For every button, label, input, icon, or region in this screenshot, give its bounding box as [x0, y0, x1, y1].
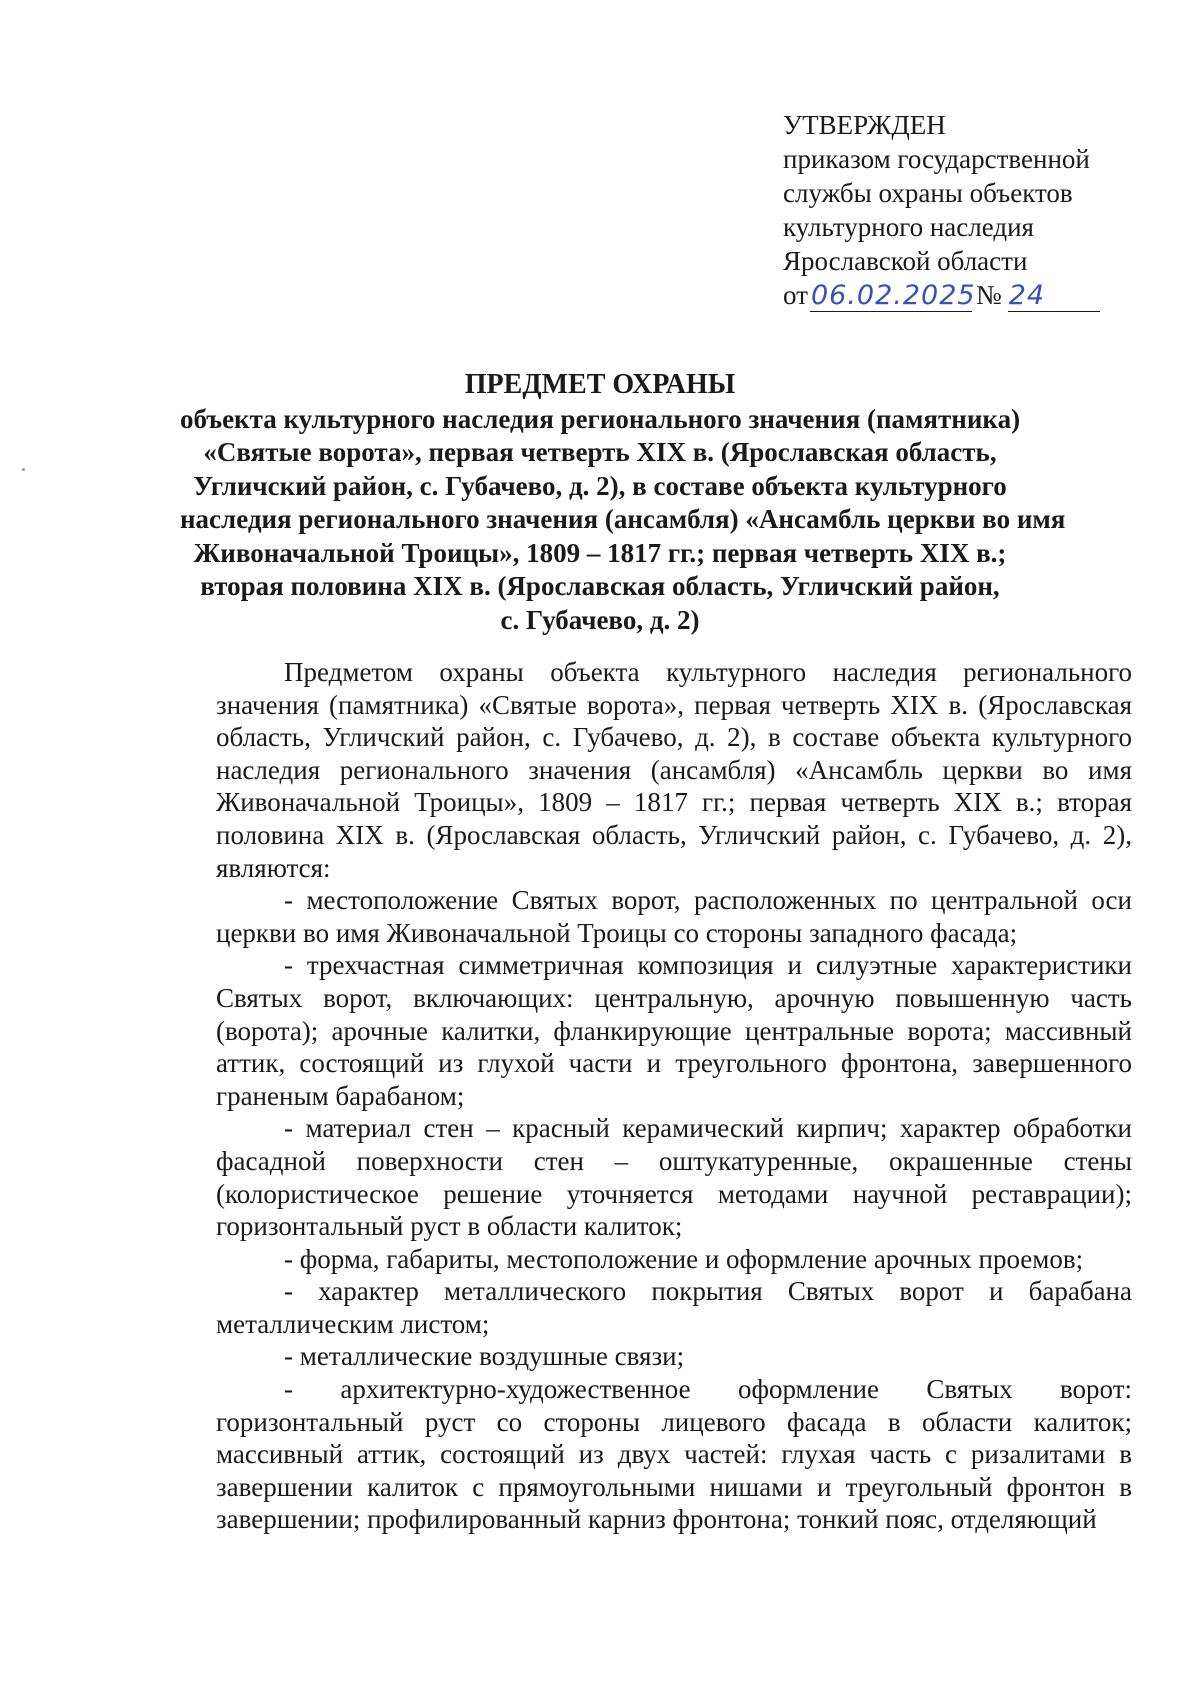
document-title	[180, 368, 1066, 637]
list-item: - материал стен – красный керамический кирпич; характер обработки фасадной поверхности стен – оштукатуренные, окрашенные стены (колористическое решение уточняется методами научной реставрации); горизонтальный руст в области калиток;	[216, 1113, 1132, 1242]
list-item: - трехчастная симметричная композиция и силуэтные характеристики Святых ворот, включающих: центральную, арочную повышенную часть (ворота); арочные калитки, фланкирующие центральные ворота; массивный аттик, состоящий из глухой части и треугольного фронтона, завершенного граненым барабаном;	[216, 950, 1132, 1111]
handwritten-date: 06.02.2025	[810, 280, 976, 311]
list-item: - характер металлического покрытия Святых ворот и барабана металлическим листом;	[216, 1276, 1132, 1339]
title-subline: «Святые ворота», первая четверть XIX в. (Ярославская область,	[203, 437, 997, 467]
document-body	[216, 656, 1132, 1536]
approval-line: службы охраны объектов	[783, 178, 1073, 208]
list-item: - местоположение Святых ворот, расположенных по центральной оси церкви во имя Живоначальной Троицы со стороны западного фасада;	[216, 885, 1132, 948]
approval-heading: УТВЕРЖДЕН	[783, 110, 946, 140]
list-item: - металлические воздушные связи;	[284, 1341, 685, 1372]
title-subline: Угличский район, с. Губачево, д. 2), в составе объекта культурного	[193, 470, 1007, 501]
approval-line: культурного наследия	[783, 212, 1034, 242]
handwritten-order-number: 24	[1008, 281, 1100, 312]
title-subline: с. Губачево, д. 2)	[500, 604, 700, 635]
approval-stamp-block	[783, 108, 1123, 312]
title-subline: наследия регионального значения (ансамбля) «Ансамбль церкви во имя	[180, 504, 1066, 534]
date-prefix: от	[783, 280, 808, 310]
title-subline: вторая половина XIX в. (Ярославская область, Угличский район,	[200, 571, 1000, 601]
scan-speck	[22, 468, 25, 471]
approval-date-line	[783, 278, 1123, 312]
title-subline: Живоначальной Троицы», 1809 – 1817 гг.; первая четверть XIX в.;	[193, 537, 1007, 568]
approval-line: приказом государственной	[783, 144, 1090, 174]
list-item: - архитектурно-художественное оформление Святых ворот: горизонтальный руст со стороны лицевого фасада в области калиток; массивный аттик, состоящий из двух частей: глухая часть с ризалитами в завершении калиток с прямоугольными нишами и треугольный фронтон в завершении; профилированный карниз фронтона; тонкий пояс, отделяющий	[216, 1374, 1132, 1535]
title-subline: объекта культурного наследия регионального значения (памятника)	[180, 403, 1021, 434]
approval-line: Ярославской области	[783, 246, 1028, 276]
list-item: - форма, габариты, местоположение и оформление арочных проемов;	[284, 1243, 1084, 1274]
number-sign: №	[975, 280, 1002, 310]
page-title: ПРЕДМЕТ ОХРАНЫ	[464, 369, 736, 400]
intro-paragraph: Предметом охраны объекта культурного наследия регионального значения (памятника) «Святые ворота», первая четверть XIX в. (Ярославская область, Угличский район, с. Губачево, д. 2), в составе объекта культурного наследия регионального значения (ансамбля) «Ансамбль церкви во имя Живоначальной Троицы», 1809 – 1817 гг.; первая четверть XIX в.; вторая половина XIX в. (Ярославская область, Угличский район, с. Губачево, д. 2), являются:	[216, 657, 1132, 883]
